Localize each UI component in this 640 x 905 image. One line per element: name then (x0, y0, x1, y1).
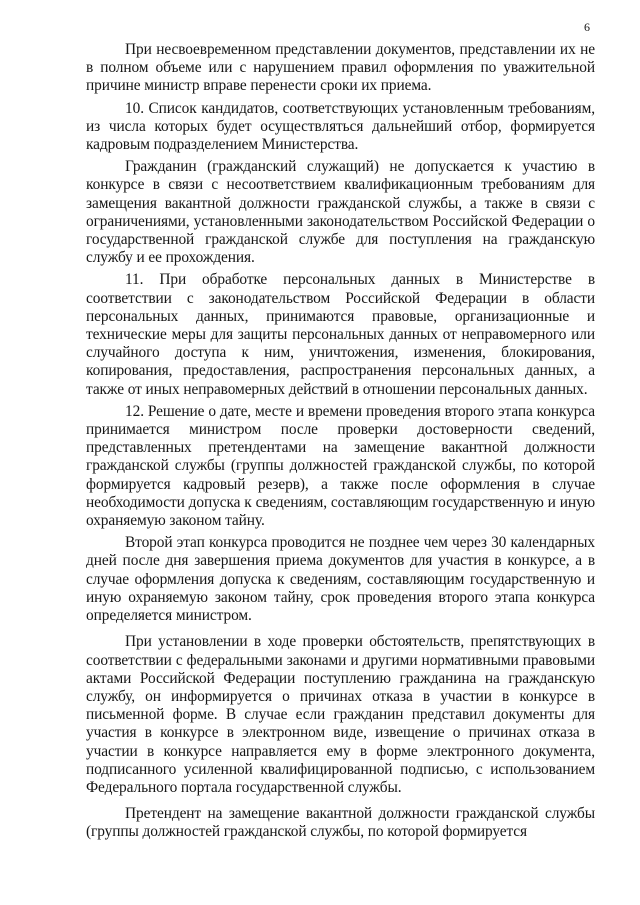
paragraph-not-admitted: Гражданин (гражданский служащий) не допускается к участию в конкурсе в связи с несоответствием квалификационным требованиям для замещения вакантной должности гражданской службы, а также в связи с ограничениями, установленными законодательством Российской Федерации о государственной гражданской службе для поступления на гражданскую службу и ее прохождения. (86, 158, 595, 267)
paragraph-applicant: Претендент на замещение вакантной должности гражданской службы (группы должностей гражданской службы, по которой формируется (86, 805, 595, 841)
paragraph-item-11: 11. При обработке персональных данных в Министерстве в соответствии с законодательством Российской Федерации в области персональных данных, принимаются правовые, организационные и технические меры для защиты персональных данных от неправомерного или случайного доступа к ним, уничтожения, изменения, блокирования, копирования, предоставления, распространения персональных данных, а также от иных неправомерных действий в отношении персональных данных. (86, 271, 595, 398)
page-number: 6 (584, 20, 590, 34)
document-body (86, 41, 595, 842)
paragraph-item-12: 12. Решение о дате, месте и времени проведения второго этапа конкурса принимается министром после проверки достоверности сведений, представленных претендентами на замещение вакантной должности гражданской службы (группы должностей гражданской службы, по которой формируется кадровый резерв), а также после оформления в случае необходимости допуска к сведениям, составляющим государственную и иную охраняемую законом тайну. (86, 402, 595, 530)
paragraph-refusal-notice: При установлении в ходе проверки обстоятельств, препятствующих в соответствии с федеральными законами и другими нормативными правовыми актами Российской Федерации поступлению гражданина на гражданскую службу, он информируется о причинах отказа в участии в конкурсе в письменной форме. В случае если гражданин представил документы для участия в конкурсе в электронном виде, извещение о причинах отказа в участии в конкурсе направляется ему в форме электронного документа, подписанного усиленной квалифицированной подписью, с использованием Федерального портала государственной службы. (86, 633, 595, 796)
paragraph-second-stage: Второй этап конкурса проводится не позднее чем через 30 календарных дней после дня завершения приема документов для участия в конкурсе, а в случае оформления допуска к сведениям, составляющим государственную и иную охраняемую законом тайну, срок проведения второго этапа конкурса определяется министром. (86, 534, 595, 625)
paragraph-item-10: 10. Список кандидатов, соответствующих установленным требованиям, из числа которых будет осуществляться дальнейший отбор, формируется кадровым подразделением Министерства. (86, 99, 595, 154)
paragraph-late-submission: При несвоевременном представлении документов, представлении их не в полном объеме или с нарушением правил оформления по уважительной причине министр вправе перенести сроки их приема. (86, 41, 595, 95)
